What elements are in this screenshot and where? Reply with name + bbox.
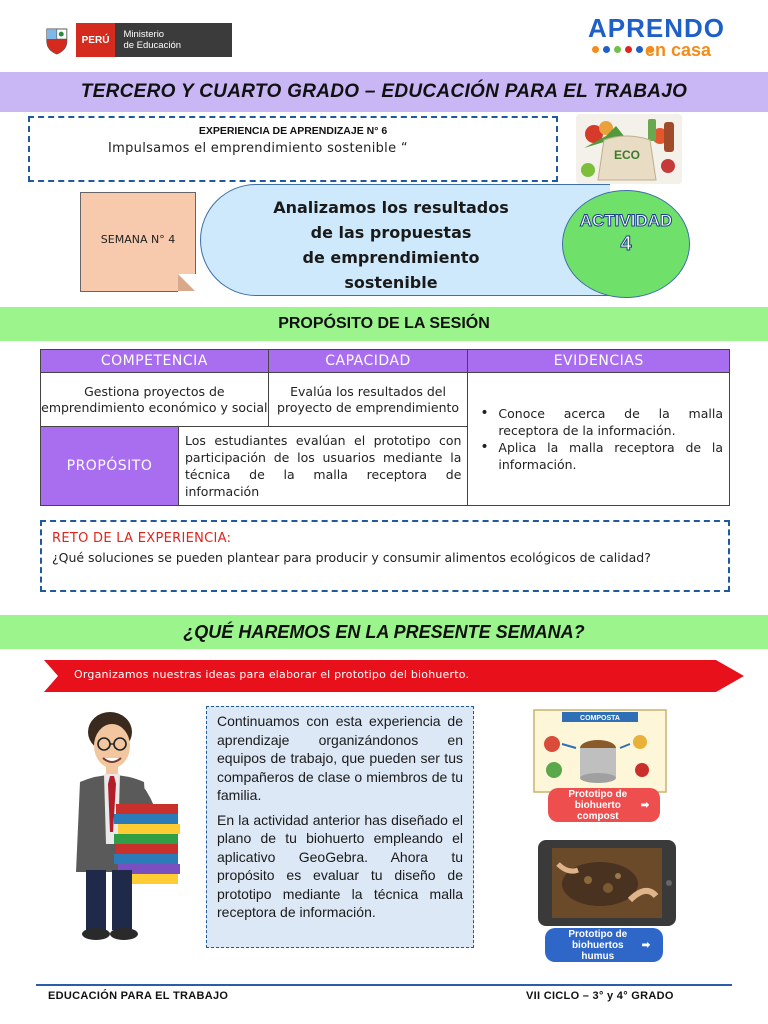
eco-grocery-image [576,114,682,184]
purpose-heading: PROPÓSITO DE LA SESIÓN [278,315,490,332]
activity-title: Analizamos los resultados de las propuestas de emprendimiento sostenible [273,198,509,292]
week-plan-band [0,615,768,649]
week-note [80,192,196,292]
footer-divider [36,984,732,986]
evidencias-cell [468,373,730,506]
purpose-band [0,307,768,341]
proposito-label: PROPÓSITO [41,427,179,505]
activity-label: ACTIVIDAD [579,211,673,230]
activity-badge [562,190,690,298]
brand-top: APRENDO [588,13,726,43]
arrow-right-icon: ➡ [641,939,651,951]
brand-bottom: en casa [645,40,712,60]
eco-bag-label: ECO [614,148,641,162]
teacher-illustration [58,704,198,944]
challenge-question: ¿Qué soluciones se pueden plantear para producir y consumir alimentos ecológicos de calidad? [52,550,651,565]
compost-image [532,708,668,794]
week-plan-heading: ¿QUÉ HAREMOS EN LA PRESENTE SEMANA? [183,621,585,642]
peru-shield-icon [44,25,70,55]
header-evidencias: EVIDENCIAS [468,350,730,373]
instructions-paragraph: En la actividad anterior has diseñado el plano de tu biohuerto empleando el aplicativo GeoGebra. Ahora tu propósito es evaluar tu diseño de prototipo mediante la técnica malla receptora de información. [217,811,463,920]
table-header-row [41,350,730,373]
ministry-logo [44,22,232,58]
week-label: SEMANA N° 4 [100,233,176,246]
activity-title-box [200,184,610,296]
compost-label: COMPOSTA [580,715,620,722]
country-label: PERÚ [76,23,116,57]
competencia-cell: Gestiona proyectos de emprendimiento económico y social [41,373,269,427]
experience-title: Impulsamos el emprendimiento sostenible “ [108,141,408,156]
aprendo-en-casa-logo [588,14,733,64]
evidence-item: • Conoce acerca de la malla receptora de la información. [476,405,723,439]
humus-tablet-image [538,840,676,926]
footer-subject: EDUCACIÓN PARA EL TRABAJO [48,990,229,1002]
compost-prototype-button[interactable]: Prototipo de biohuerto compost ➡ [548,788,660,822]
header-capacidad: CAPACIDAD [268,350,468,373]
header-competencia: COMPETENCIA [41,350,269,373]
page-title: TERCERO Y CUARTO GRADO – EDUCACIÓN PARA EL TRABAJO [80,81,688,102]
instructions-paragraph: Continuamos con esta experiencia de aprendizaje organizándonos en equipos de trabajo, que pueden ser tus compañeros de clase o miembros de tu familia. [217,713,463,803]
capacidad-cell: Evalúa los resultados del proyecto de emprendimiento [268,373,468,427]
humus-prototype-button[interactable]: Prototipo de biohuertos humus ➡ [545,928,663,962]
red-arrow-banner [44,660,744,692]
title-band [0,72,768,112]
challenge-box [40,520,730,592]
experience-box [28,116,558,182]
proposito-text: Los estudiantes evalúan el prototipo con participación de los usuarios mediante la técnica de la malla receptora de información [185,433,462,499]
experience-heading: EXPERIENCIA DE APRENDIZAJE N° 6 [198,125,388,137]
instructions-box [206,706,474,948]
ministry-name: Ministerio de Educación [115,23,232,57]
arrow-right-icon: ➡ [640,799,650,811]
activity-number: 4 [620,233,632,255]
footer-grade: VII CICLO – 3° y 4° GRADO [526,990,674,1002]
competency-table [40,349,730,504]
evidence-item: • Aplica la malla receptora de la información. [476,439,723,473]
table-row [41,373,730,427]
challenge-title: RETO DE LA EXPERIENCIA: [52,531,232,546]
banner-text: Organizamos nuestras ideas para elaborar el prototipo del biohuerto. [74,668,470,681]
